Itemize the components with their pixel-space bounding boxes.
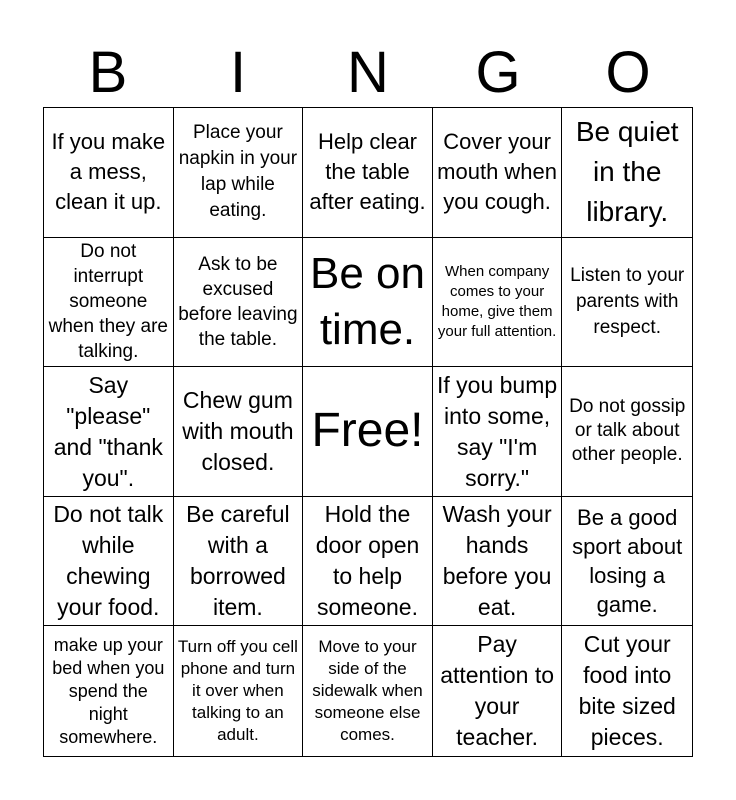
header-letter-b: B	[88, 40, 128, 105]
bingo-cell-r2c4[interactable]	[433, 238, 563, 368]
bingo-cell-r4c1[interactable]	[44, 497, 174, 627]
bingo-cell-r2c3[interactable]	[303, 238, 433, 368]
cell-text: If you make a mess, clean it up.	[51, 129, 166, 215]
bingo-cell-r1c5[interactable]	[562, 108, 692, 238]
cell-text: Say "please" and "thank you".	[53, 371, 163, 491]
cell-text: Pay attention to your teacher.	[440, 631, 554, 751]
bingo-cell-r4c2[interactable]	[174, 497, 304, 627]
cell-text: Move to your side of the sidewalk when someone else comes.	[312, 637, 423, 745]
bingo-cell-r1c4[interactable]	[433, 108, 563, 238]
bingo-grid	[43, 107, 693, 757]
cell-text: Hold the door open to help someone.	[315, 501, 420, 621]
cell-text: Cut your food into bite sized pieces.	[578, 631, 676, 751]
header-letter-g: G	[475, 40, 521, 105]
bingo-header	[43, 42, 693, 104]
bingo-cell-r1c2[interactable]	[174, 108, 304, 238]
cell-text: Be careful with a borrowed item.	[186, 501, 290, 621]
bingo-cell-r2c2[interactable]	[174, 238, 304, 368]
cell-text: Ask to be excused before leaving the table.	[178, 253, 298, 350]
cell-text: Listen to your parents with respect.	[570, 264, 685, 338]
header-letter-o: O	[605, 40, 651, 105]
bingo-cell-r3c4[interactable]	[433, 367, 563, 497]
cell-text: make up your bed when you spend the night somewhere.	[52, 634, 165, 747]
cell-text: Turn off you cell phone and turn it over when talking to an adult.	[177, 637, 298, 745]
cell-text: Do not interrupt someone when they are talking.	[48, 241, 168, 363]
cell-text: Do not talk while chewing your food.	[53, 501, 164, 621]
bingo-cell-r2c1[interactable]	[44, 238, 174, 368]
bingo-cell-r5c2[interactable]	[174, 626, 304, 756]
cell-text: Be quiet in the library.	[575, 116, 679, 228]
cell-text: If you bump into some, say "I'm sorry."	[437, 371, 558, 491]
cell-text: Be on time.	[310, 248, 425, 354]
bingo-cell-r4c3[interactable]	[303, 497, 433, 627]
cell-text: Help clear the table after eating.	[309, 129, 426, 215]
bingo-cell-r5c3[interactable]	[303, 626, 433, 756]
cell-text: Wash your hands before you eat.	[442, 501, 552, 621]
free-space-label: Free!	[311, 404, 424, 458]
cell-text: Chew gum with mouth closed.	[182, 386, 294, 475]
bingo-cell-r1c1[interactable]	[44, 108, 174, 238]
bingo-cell-r4c5[interactable]	[562, 497, 692, 627]
cell-text: Place your napkin in your lap while eating.	[178, 122, 298, 222]
bingo-cell-free-space[interactable]	[303, 367, 433, 497]
bingo-cell-r5c1[interactable]	[44, 626, 174, 756]
bingo-cell-r3c1[interactable]	[44, 367, 174, 497]
header-letter-i: I	[229, 40, 247, 105]
cell-text: Cover your mouth when you cough.	[437, 129, 558, 215]
cell-text: When company comes to your home, give them your full attention.	[437, 262, 557, 340]
bingo-cell-r3c2[interactable]	[174, 367, 304, 497]
cell-text: Be a good sport about losing a game.	[572, 505, 683, 618]
bingo-cell-r4c4[interactable]	[433, 497, 563, 627]
bingo-cell-r1c3[interactable]	[303, 108, 433, 238]
cell-text: Do not gossip or talk about other people.	[569, 396, 686, 466]
bingo-cell-r5c4[interactable]	[433, 626, 563, 756]
bingo-cell-r2c5[interactable]	[562, 238, 692, 368]
header-letter-n: N	[347, 40, 389, 105]
bingo-cell-r5c5[interactable]	[562, 626, 692, 756]
bingo-cell-r3c5[interactable]	[562, 367, 692, 497]
